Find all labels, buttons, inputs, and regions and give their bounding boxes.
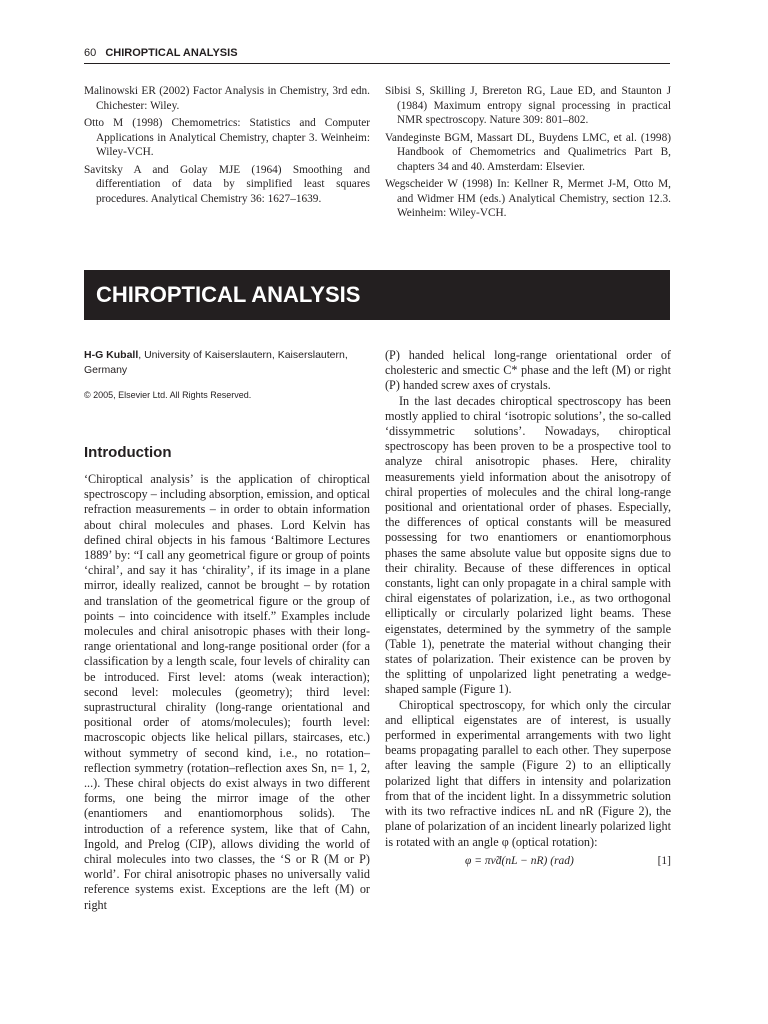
author-block xyxy=(84,348,370,400)
reference-item: Savitsky A and Golay MJE (1964) Smoothing and differentiation of data by simplified least squares procedures. Analytical Chemistry 36: 1627–1639. xyxy=(84,163,370,205)
paragraph: ‘Chiroptical analysis’ is the application of chiroptical spectroscopy – including absorption, emission, and optical refraction measurements – in order to obtain information about chiral molecules and phases. Lord Kelvin has defined chiral objects in his famous ‘Baltimore Lectures 1889’ by: “I call any geometrical figure or group of points ‘chiral’, and say it has ‘chirality’, if its image in a plane mirror, ideally realized, cannot be brought – by rotation and translation of the geometrical figure or the group of points – into coincidence with itself.” Examples include molecules and chiral anisotropic phases with their long-range orientational and long-range positional order (for a classification by a length scale, four levels of chirality can be introduced. First level: atoms (weak interaction); second level: molecules (geometry); third level: suprastructural chirality (long-range orientational and positional order of atoms/molecules); fourth level: macroscopic objects like helical pillars, staircases, etc.) without symmetry of second kind, i.e., no rotation–reflection symmetry (rotation–reflection axes Sn, n= 1, 2, ...). These chiral objects do exist always in two different forms, one being the mirror image of the other (enantiomers and enantiomorphous solids). The introduction of a reference system, like that of Cahn, Ingold, and Prelog (CIP), allows dividing the world of chiral molecules into two classes, the ‘S or R (M or P) world’. For chiral anisotropic phases no universally valid reference systems exist. Exceptions are the left (M) or right xyxy=(84,472,370,912)
author-affiliation: , University of Kaiserslautern, Kaiserslautern, Germany xyxy=(84,349,348,376)
running-header xyxy=(84,47,238,59)
paragraph: (P) handed helical long-range orientational order of cholesteric and smectic C* phase and the left (M) or right (P) handed screw axes of crystals. xyxy=(385,348,671,393)
body-right-column xyxy=(385,348,671,870)
reference-item: Wegscheider W (1998) In: Kellner R, Mermet J-M, Otto M, and Widmer HM (eds.) Analytical Chemistry, section 12.3. Weinheim: Wiley-VCH. xyxy=(385,178,671,219)
references-left xyxy=(84,84,370,209)
paragraph: Chiroptical spectroscopy, for which only the circular and elliptical eigenstates are of interest, is usually performed in experimental arrangements with two light beams propagating parallel to each other. They superpose after leaving the sample (Figure 2) to an elliptically polarized light that differs in intensity and polarization from that of the incident light. In a dissymmetric solution with its two refractive indices nL and nR (Figure 2), the plane of polarization of an incident linearly polarized light is rotated with an angle φ (optical rotation): xyxy=(385,697,671,849)
header-rule xyxy=(84,63,670,64)
reference-item: Otto M (1998) Chemometrics: Statistics and Computer Applications in Analytical Chemistry, chapter 3. Weinheim: Wiley-VCH. xyxy=(84,117,370,158)
equation-number: [1] xyxy=(657,854,671,867)
equation: φ = πν̃d(nL − nR) (rad) xyxy=(465,854,574,867)
page-number: 60 xyxy=(84,47,97,59)
copyright-notice: © 2005, Elsevier Ltd. All Rights Reserved. xyxy=(84,390,252,400)
reference-item: Sibisi S, Skilling J, Brereton RG, Laue ED, and Staunton J (1984) Maximum entropy signal processing in practical NMR spectroscopy. Nature 309: 801–802. xyxy=(385,85,671,126)
body-left-column xyxy=(84,472,370,913)
author-line xyxy=(84,348,370,378)
reference-item: Malinowski ER (2002) Factor Analysis in Chemistry, 3rd edn. Chichester: Wiley. xyxy=(84,85,370,112)
paragraph: In the last decades chiroptical spectroscopy has been mostly applied to chiral ‘isotropic solutions’, the so-called ‘dissymmetric solutions’. Nowadays, chiroptical spectroscopy has been proven to be a prospective tool to analyze chiral anisotropic phases. Here, chirality measurements yield information about the anisotropy of chiral properties of molecules and the chiral long-range positional and orientational order of phases. Especially, the differences of optical constants will be measured possessing for two enantiomers or enantiomorphous phases the same absolute value but opposite signs due to their chirality. Because of these differences in optical constants, light can only propagate in a chiral sample with chiral eigenstates of polarization, i.e., as two orthogonal elliptically or circularly polarized light beams. These eigenstates, determined by the symmetry of the sample (Table 1), penetrate the material without changing their states of polarization. Their existence can be proven by the splitting of unpolarized light penetrating a wedge-shaped sample (Figure 1). xyxy=(385,393,671,697)
running-title: CHIROPTICAL ANALYSIS xyxy=(105,47,238,59)
section-heading: Introduction xyxy=(84,444,172,461)
article-title: CHIROPTICAL ANALYSIS xyxy=(96,282,361,307)
reference-item: Vandeginste BGM, Massart DL, Buydens LMC, et al. (1998) Handbook of Chemometrics and Qualimetrics Part B, chapters 34 and 40. Amsterdam: Elsevier. xyxy=(385,131,671,173)
author-name: H-G Kuball xyxy=(84,349,139,361)
article-title-banner xyxy=(84,270,670,320)
equation-row xyxy=(385,854,671,870)
references-right xyxy=(385,84,671,224)
